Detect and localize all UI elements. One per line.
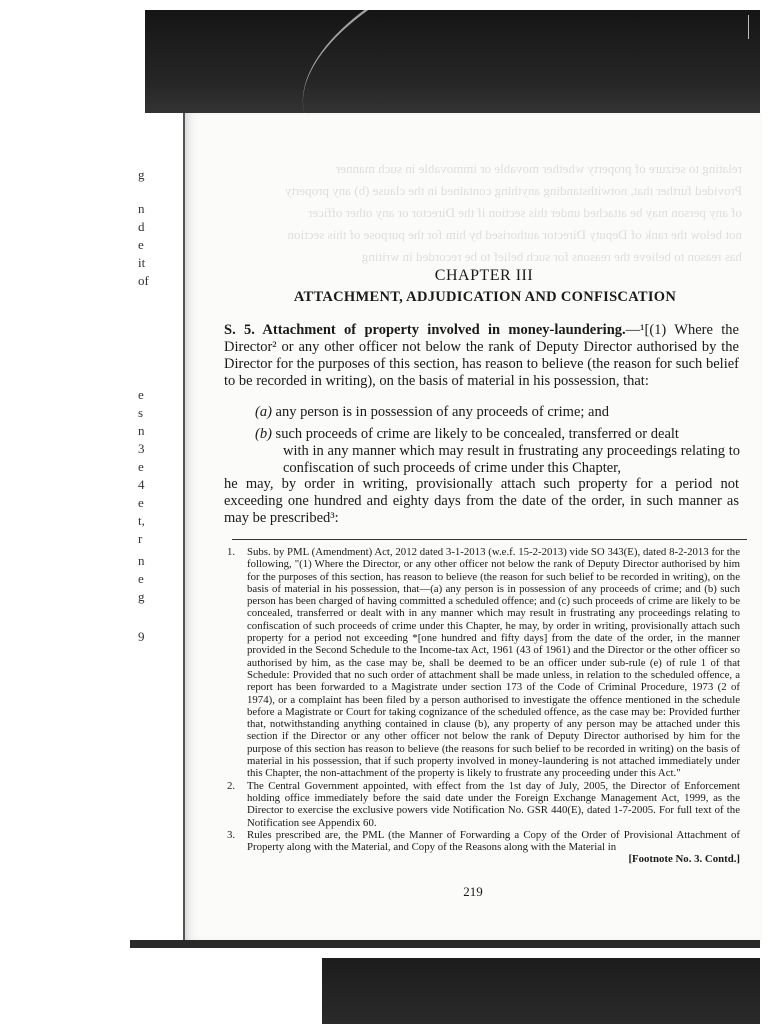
left-fragment-letter: t,: [138, 513, 145, 528]
clause-b: [255, 426, 740, 477]
scan-edge-mark: [748, 15, 757, 39]
chapter-number: CHAPTER III: [434, 267, 534, 284]
clause-b-label: (b): [255, 426, 272, 442]
left-fragment-letter: 4: [138, 477, 145, 492]
section-body: —¹[(1) Where the Director² or any other officer not below the rank of Deputy Director authorised by the Director for the purposes of this section, has reason to believe (the reason for such belief to be recorded in writing), on the basis of material in his possession, that:: [224, 322, 739, 389]
document-page: [183, 113, 762, 940]
bleed-through-text: of any person may be attached under this section if the Director or any other officer: [307, 205, 742, 220]
left-fragment-letter: g: [138, 589, 145, 604]
left-fragment-letter: e: [138, 387, 144, 402]
left-fragment-letter: e: [138, 459, 144, 474]
section-5-text: [224, 322, 739, 390]
left-margin: [0, 0, 130, 1024]
left-fragment-letter: it: [138, 255, 146, 270]
section-heading: S. 5. Attachment of property involved in money-laundering.: [224, 322, 626, 338]
bleed-through-text: not below the rank of Deputy Director authorised by him for the purpose of this section: [287, 227, 742, 242]
clause-a-text: any person is in possession of any proceeds of crime; and: [275, 404, 609, 420]
left-fragment-letter: n: [138, 553, 145, 568]
bleed-through-text: Provided further that, notwithstanding anything contained in the clause (b) any property: [284, 183, 742, 198]
bottom-scan-shadow: [322, 958, 760, 1024]
footnote-number: 3.: [227, 828, 236, 841]
clause-a-label: (a): [255, 404, 272, 420]
footnotes: [227, 546, 740, 866]
left-fragment-letter: n: [138, 423, 145, 438]
footnote-divider: [232, 539, 747, 540]
section-tail: he may, by order in writing, provisionally attach such property for a period not exceeding one hundred and eighty days from the date of the order, in such manner as may be prescribed³:: [224, 476, 739, 526]
left-fragment-letter: e: [138, 495, 144, 510]
top-scan-shadow: [145, 10, 760, 113]
footnote-number: 2.: [227, 779, 236, 792]
left-fragment-letter: r: [138, 531, 143, 546]
left-fragment-letter: e: [138, 571, 144, 586]
footnote-text: Rules prescribed are, the PML (the Manner of Forwarding a Copy of the Order of Provisional Attachment of Property along with the Material, and Copy of the Reasons along with the Material in: [247, 828, 740, 854]
left-fragment-letter: d: [138, 219, 145, 234]
left-fragment-letter: of: [138, 273, 149, 288]
footnote-text: The Central Government appointed, with effect from the 1st day of July, 2005, the Director of Enforcement holding office immediately before the said date under the Foreign Exchange Management Act, 1999, as the Director to exercise the exclusive powers vide Notification No. GSR 440(E), dated 1-7-2005. For full text of the Notification see Appendix 60.: [247, 779, 740, 829]
footnote-1: [227, 546, 740, 780]
page-number: 219: [463, 884, 483, 899]
footnote-2: [227, 780, 740, 829]
left-fragment-letter: e: [138, 237, 144, 252]
footnote-continued: [Footnote No. 3. Contd.]: [628, 853, 740, 866]
clause-b-continuation: with in any manner which may result in frustrating any proceedings relating to confiscation of such proceeds of crime under this Chapter,: [283, 443, 740, 476]
left-fragment-letter: n: [138, 201, 145, 216]
footnote-3: [227, 829, 740, 854]
left-fragment-letter: s: [138, 405, 144, 420]
chapter-title: ATTACHMENT, ADJUDICATION AND CONFISCATION: [293, 289, 677, 305]
bleed-through-text: relating to seizure of property whether movable or immovable in such manner: [335, 161, 742, 176]
bleed-through-text: has reason to believe the reasons for such belief to be recorded in writing: [361, 249, 742, 264]
left-page-fragments: [138, 166, 158, 646]
clause-b-first-line: such proceeds of crime are likely to be concealed, transferred or dealt: [275, 426, 679, 442]
page-curl-highlight: [274, 10, 736, 113]
footnote-number: 1.: [227, 546, 236, 558]
left-fragment-letter: g: [138, 167, 145, 182]
clause-a: [255, 404, 745, 421]
left-fragment-letter: 3: [138, 441, 145, 456]
bottom-scan-edge: [130, 940, 760, 948]
left-fragment-letter: 9: [138, 629, 145, 644]
footnote-text: Subs. by PML (Amendment) Act, 2012 dated 3-1-2013 (w.e.f. 15-2-2013) vide SO 343(E), dated 8-2-2013 for the following, "(1) Where the Director, or any other officer not below the rank of Deputy Director authorised by him for the purposes of this section, has reason to believe (the reason for such belief to be recorded in writing), on the basis of material in his possession, that—(a) any person is in possession of any proceeds of crime; and (b) such person has been charged of having committed a scheduled offence; and (c) such proceeds of crime are likely to be concealed, transferred or dealt with in any manner which may result in frustrating any proceedings relating to confiscation of such proceeds of crime under this Chapter, he may, by order in writing, provisionally attach such property for a period not exceeding *[one hundred and fifty days] from the date of the order, in the manner provided in the Second Schedule to the Income-tax Act, 1961 (43 of 1961) and the Director or the other officer so authorised by him, as the case may be, shall be deemed to be an officer under sub-rule (e) of rule 1 of that Schedule: Provided that no such order of attachment shall be made unless, in relation to the scheduled offence, a report has been forwarded to a Magistrate under section 173 of the Code of Criminal Procedure, 1973 (2 of 1974), or a complaint has been filed by a person authorised to investigate the offence mentioned in the schedule before a Magistrate or Court for taking cognizance of the scheduled offence, as the case may be: Provided further that, notwithstanding anything contained in clause (b), any property of any person may be attached under this section if the Director or any other officer not below the rank of Deputy Director authorised by him for the purpose of this section has reason to believe (the reasons for such belief to be recorded in writing) on the basis of material in his possession, that if such property involved in money-laundering is not attached immediately under this Chapter, the non-attachment of the property is likely to frustrate any proceeding under this Act.": [247, 546, 740, 780]
